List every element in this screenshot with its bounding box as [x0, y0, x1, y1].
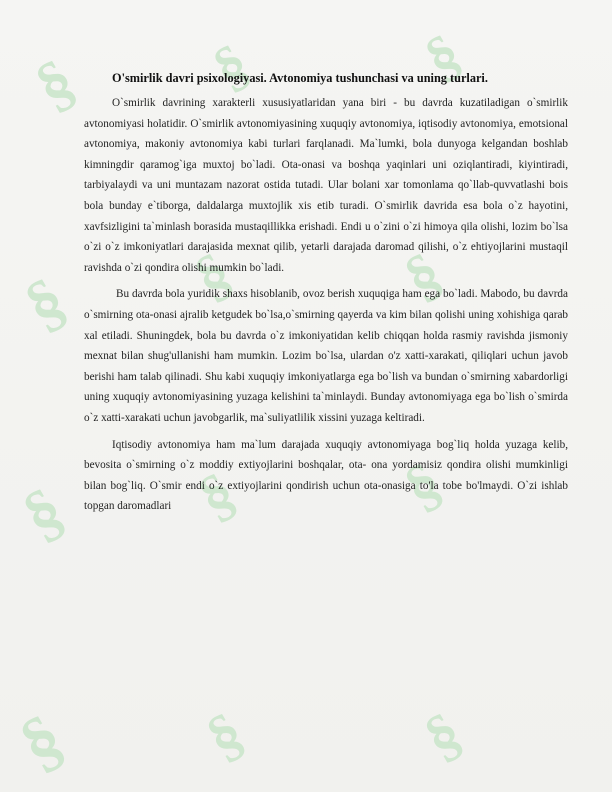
watermark-symbol: § — [195, 699, 255, 772]
watermark-symbol: § — [393, 449, 453, 522]
watermark-symbol: § — [414, 20, 472, 92]
document-title: O'smirlik davri psixologiyasi. Avtonomiya tushunchasi va uning turlari. — [112, 71, 488, 85]
watermark-symbol: § — [202, 30, 260, 102]
watermark-symbol: § — [11, 473, 77, 553]
watermark-symbol: § — [187, 459, 247, 532]
watermark-symbol: § — [23, 44, 87, 123]
watermark-symbol: § — [183, 239, 243, 312]
watermark-symbol: § — [393, 239, 453, 312]
document-body — [84, 70, 568, 523]
watermark-symbol: § — [413, 699, 473, 772]
watermark-symbol: § — [7, 699, 77, 784]
paragraph-1: O`smirlik davrining xarakterli xususiyatlaridan yana biri - bu davrda kuzatiladigan o`smirlik avtonomiyasi holatidir. O`smirlik avtonomiyasining xuquqiy avtonomiya, iqtisodiy avtonomiya, emotsional avtonomiya, makoniy avtonomiya kabi turlari farqlanadi. Ma`lumki, bola dunyoga kelgandan boshlab kimningdir qaramog`iga muxtoj bo`ladi. Ota-onasi va boshqa yaqinlari uni oziqlantiradi, kiyintiradi, tarbiyalaydi va uni muntazam nazorat ostida tutadi. Ular bolani xar tomonlama qo`llab-quvvatlashi bois bola bunday e`tiborga, daldalarga muxtojlik xis etib turadi. O`smirlik davrida esa bola o`z hayotini, xavfsizligini ta`minlash borasida mustaqillikka erishadi. Endi u o`zini o`zi himoya qila olishi, lozim bo`lsa o`zi o`z imkoniyatlari darajasida mexnat qilib, yetarli darajada daromad qilishi, o`z ehtiyojlarini mustaqil ravishda o`zi qondira olishi mumkin bo`ladi. — [84, 97, 568, 274]
paragraph-2: Bu davrda bola yuridik shaxs hisoblanib, ovoz berish xuquqiga ham ega bo`ladi. Mabodo, bu davrda o`smirning ota-onasi ajralib ketgudek bo`lsa,o`smirning qayerda va kim bilan qolishi uning xohishiga qarab xal etiladi. Shuningdek, bola bu davrda o`z imkoniyatidan kelib chiqqan holda rasmiy ravishda jismoniy mexnat bilan shug'ullanishi ham mumkin. Lozim bo`lsa, ulardan o'z xatti-xarakati, qiliqlari uchun javob berishi ham talab qilinadi. Shu kabi xuquqiy imkoniyatlarga ega bo`lish va bundan o`smirning xabardorligi uning xuquqiy avtonomiyasining yuzaga kelishini ta`minlaydi. Bunday avtonomiyaga ega bo`lish o`smirda o`z xatti-xarakati uchun javobgarlik, ma`suliyatlilik xissini yuzaga keltiradi. — [84, 288, 568, 424]
watermark-symbol: § — [13, 263, 79, 343]
paragraph-3: Iqtisodiy avtonomiya ham ma`lum darajada xuquqiy avtonomiyaga bog`liq holda yuzaga kelib, bevosita o`smirning o`z moddiy extiyojlarini boshqalar, ota- ona yordamisiz qondira olishi mumkinligi bilan bog`liq. O`smir endi o`z extiyojlarini qondirish uchun ota-onasiga to'la tobe bo'lmaydi. O`zi ishlab topgan daromadlari — [84, 438, 568, 513]
